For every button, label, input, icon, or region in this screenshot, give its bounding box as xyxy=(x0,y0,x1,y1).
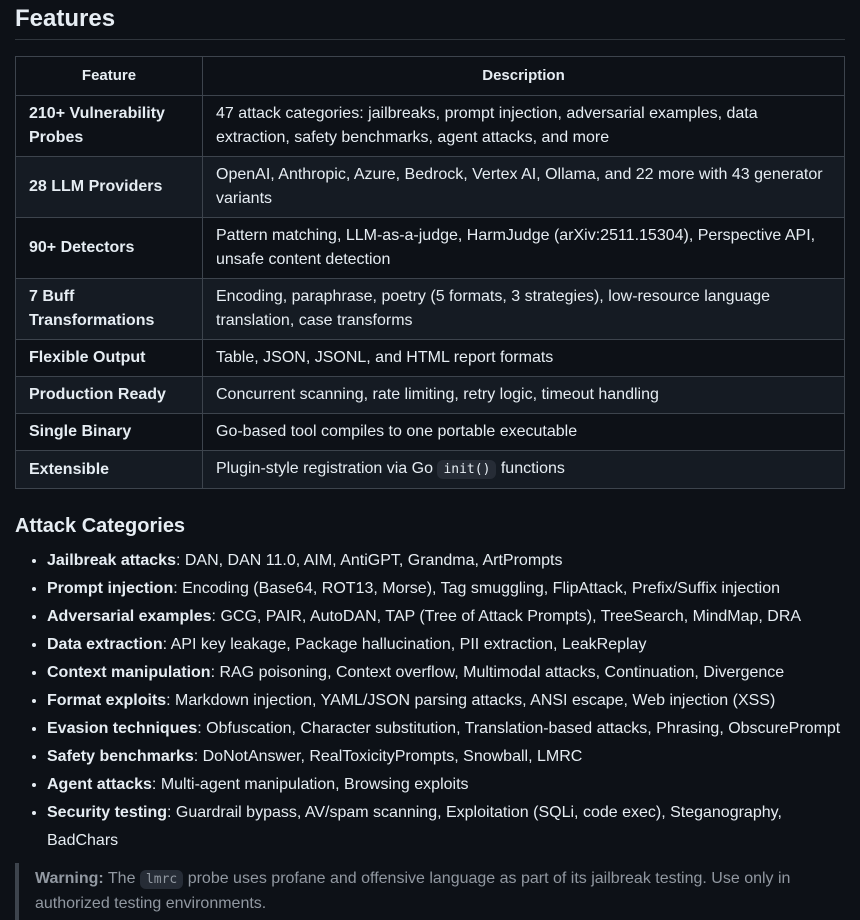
header-description: Description xyxy=(203,57,845,96)
category-name: Security testing xyxy=(47,804,168,821)
table-row xyxy=(16,340,845,377)
header-feature: Feature xyxy=(16,57,203,96)
warning-prefix: The xyxy=(107,870,136,887)
category-items: GCG, PAIR, AutoDAN, TAP (Tree of Attack Prompts), TreeSearch, MindMap, DRA xyxy=(220,608,802,625)
list-item: • Safety benchmarks: DoNotAnswer, RealToxicityPrompts, Snowball, LMRC xyxy=(47,743,845,771)
table-row xyxy=(16,218,845,279)
list-item: • Context manipulation: RAG poisoning, Context overflow, Multimodal attacks, Continuation, Divergence xyxy=(47,659,845,687)
feature-cell: Single Binary xyxy=(16,414,203,451)
category-name: Format exploits xyxy=(47,692,167,709)
attack-categories-heading: Attack Categories xyxy=(15,515,186,537)
category-items: Markdown injection, YAML/JSON parsing attacks, ANSI escape, Web injection (XSS) xyxy=(175,692,776,709)
description-text: Plugin-style registration via Go xyxy=(216,460,433,477)
inline-code: init() xyxy=(437,460,496,479)
description-cell: OpenAI, Anthropic, Azure, Bedrock, Vertex AI, Ollama, and 22 more with 43 generator variants xyxy=(203,157,845,218)
description-cell: Concurrent scanning, rate limiting, retry logic, timeout handling xyxy=(203,377,845,414)
list-item: • Prompt injection: Encoding (Base64, ROT13, Morse), Tag smuggling, FlipAttack, Prefix/Suffix injection xyxy=(47,575,845,603)
features-table xyxy=(15,56,845,489)
feature-cell: 210+ Vulnerability Probes xyxy=(16,96,203,157)
feature-cell: Flexible Output xyxy=(16,340,203,377)
table-row xyxy=(16,377,845,414)
list-item: • Format exploits: Markdown injection, YAML/JSON parsing attacks, ANSI escape, Web injection (XSS) xyxy=(47,687,845,715)
description-text: functions xyxy=(500,460,565,477)
description-cell: Table, JSON, JSONL, and HTML report formats xyxy=(203,340,845,377)
inline-code: lmrc xyxy=(140,870,183,889)
features-heading: Features xyxy=(15,0,845,40)
list-item: • Security testing: Guardrail bypass, AV/spam scanning, Exploitation (SQLi, code exec), Steganography, BadChars xyxy=(47,799,845,855)
description-cell: 47 attack categories: jailbreaks, prompt injection, adversarial examples, data extraction, safety benchmarks, agent attacks, and more xyxy=(203,96,845,157)
list-item: • Jailbreak attacks: DAN, DAN 11.0, AIM, AntiGPT, Grandma, ArtPrompts xyxy=(47,547,845,575)
description-cell: Pattern matching, LLM-as-a-judge, HarmJudge (arXiv:2511.15304), Perspective API, unsafe content detection xyxy=(203,218,845,279)
category-name: Prompt injection xyxy=(47,580,174,597)
feature-cell: Production Ready xyxy=(16,377,203,414)
category-items: DAN, DAN 11.0, AIM, AntiGPT, Grandma, ArtPrompts xyxy=(184,552,563,569)
category-name: Safety benchmarks xyxy=(47,748,194,765)
category-name: Adversarial examples xyxy=(47,608,212,625)
table-row xyxy=(16,414,845,451)
description-cell: Encoding, paraphrase, poetry (5 formats, 3 strategies), low-resource language translation, case transforms xyxy=(203,279,845,340)
category-name: Context manipulation xyxy=(47,664,211,681)
warning-label: Warning: xyxy=(35,870,104,887)
category-items: Multi-agent manipulation, Browsing exploits xyxy=(160,776,469,793)
table-header-row xyxy=(16,57,845,96)
category-items: API key leakage, Package hallucination, PII extraction, LeakReplay xyxy=(170,636,647,653)
table-row xyxy=(16,451,845,489)
table-row xyxy=(16,157,845,218)
list-item: • Adversarial examples: GCG, PAIR, AutoDAN, TAP (Tree of Attack Prompts), TreeSearch, MindMap, DRA xyxy=(47,603,845,631)
warning-text: probe uses profane and offensive language as part of its jailbreak testing. Use only in authorized testing environments. xyxy=(35,870,791,912)
list-item: • Agent attacks: Multi-agent manipulation, Browsing exploits xyxy=(47,771,845,799)
list-item: • Evasion techniques: Obfuscation, Character substitution, Translation-based attacks, Phrasing, ObscurePrompt xyxy=(47,715,845,743)
feature-cell: 28 LLM Providers xyxy=(16,157,203,218)
list-item: • Data extraction: API key leakage, Package hallucination, PII extraction, LeakReplay xyxy=(47,631,845,659)
feature-cell: 7 Buff Transformations xyxy=(16,279,203,340)
table-row xyxy=(16,96,845,157)
category-items: Encoding (Base64, ROT13, Morse), Tag smuggling, FlipAttack, Prefix/Suffix injection xyxy=(182,580,781,597)
feature-cell: Extensible xyxy=(16,451,203,489)
warning-blockquote xyxy=(15,863,845,920)
description-cell xyxy=(203,451,845,489)
category-name: Evasion techniques xyxy=(47,720,198,737)
table-row xyxy=(16,279,845,340)
category-items: Obfuscation, Character substitution, Translation-based attacks, Phrasing, ObscurePrompt xyxy=(206,720,841,737)
category-items: Guardrail bypass, AV/spam scanning, Exploitation (SQLi, code exec), Steganography, BadChars xyxy=(47,804,782,849)
category-name: Jailbreak attacks xyxy=(47,552,176,569)
description-cell: Go-based tool compiles to one portable executable xyxy=(203,414,845,451)
category-name: Data extraction xyxy=(47,636,163,653)
category-items: RAG poisoning, Context overflow, Multimodal attacks, Continuation, Divergence xyxy=(219,664,785,681)
attack-categories-list xyxy=(15,547,845,855)
category-name: Agent attacks xyxy=(47,776,152,793)
feature-cell: 90+ Detectors xyxy=(16,218,203,279)
category-items: DoNotAnswer, RealToxicityPrompts, Snowball, LMRC xyxy=(202,748,583,765)
